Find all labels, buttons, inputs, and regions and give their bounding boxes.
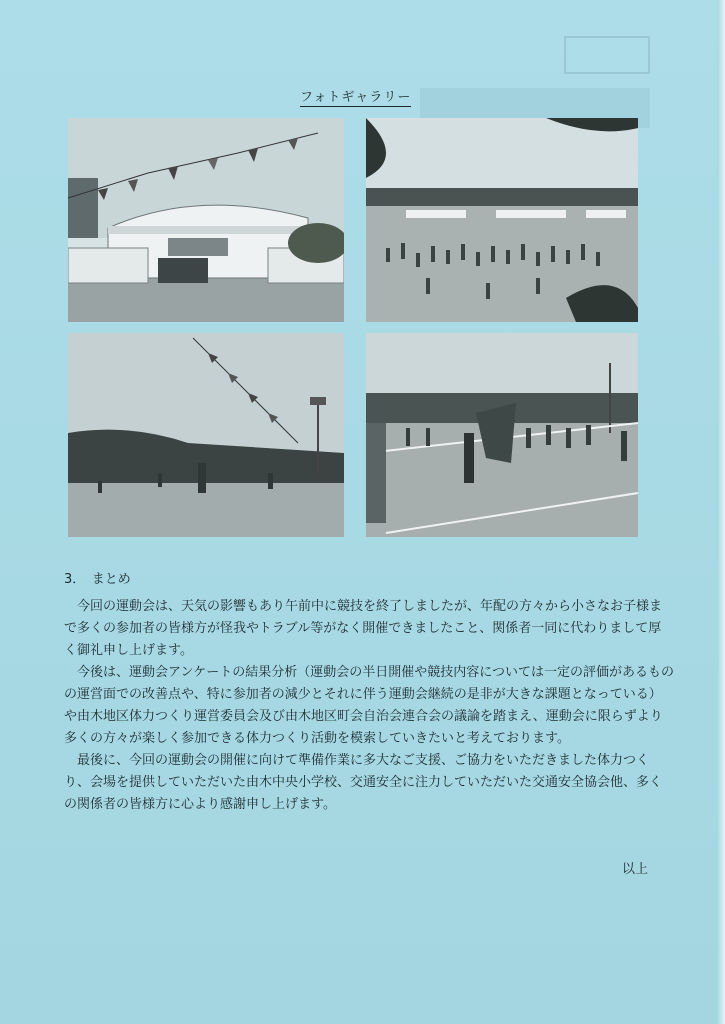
photo-field-flags bbox=[68, 333, 344, 537]
summary-paragraph: 今回の運動会は、天気の影響もあり午前中に競技を終了しましたが、年配の方々から小さなお子様まで多くの参加者の皆様方が怪我やトラブル等がなく開催できましたこと、関係者一同に代わりまして厚く御礼申し上げます。 bbox=[64, 599, 663, 658]
photo-field-crowd bbox=[366, 118, 638, 322]
show-through-box bbox=[564, 36, 650, 74]
summary-paragraph: 最後に、今回の運動会の開催に向けて準備作業に多大なご支援、ご協力をいただきました体力つくり、会場を提供していただいた由木中央小学校、交通安全に注力していただいた交通安全協会他、多くの関係者の皆様方に心より感謝申し上げます。 bbox=[64, 753, 663, 812]
summary-paragraph: 今後は、運動会アンケートの結果分析（運動会の半日開催や競技内容については一定の評価があるものの運営面での改善点や、特に参加者の減少とそれに伴う運動会継続の是非が大きな課題となっている）や由木地区体力つくり運営委員会及び由木地区町会自治会連合会の議論を踏まえ、運動会に限らずより多くの方々が楽しく参加できる体力つくり活動を模索していきたいと考えております。 bbox=[64, 665, 674, 746]
paper-edge bbox=[717, 0, 725, 1024]
section-heading: 3． まとめ bbox=[64, 572, 131, 587]
closing-mark: 以上 bbox=[622, 862, 649, 877]
summary-body bbox=[64, 596, 674, 816]
photo-gymnasium bbox=[68, 118, 344, 322]
gallery-title: フォトギャラリー bbox=[300, 86, 411, 107]
photo-flag-parade bbox=[366, 333, 638, 537]
